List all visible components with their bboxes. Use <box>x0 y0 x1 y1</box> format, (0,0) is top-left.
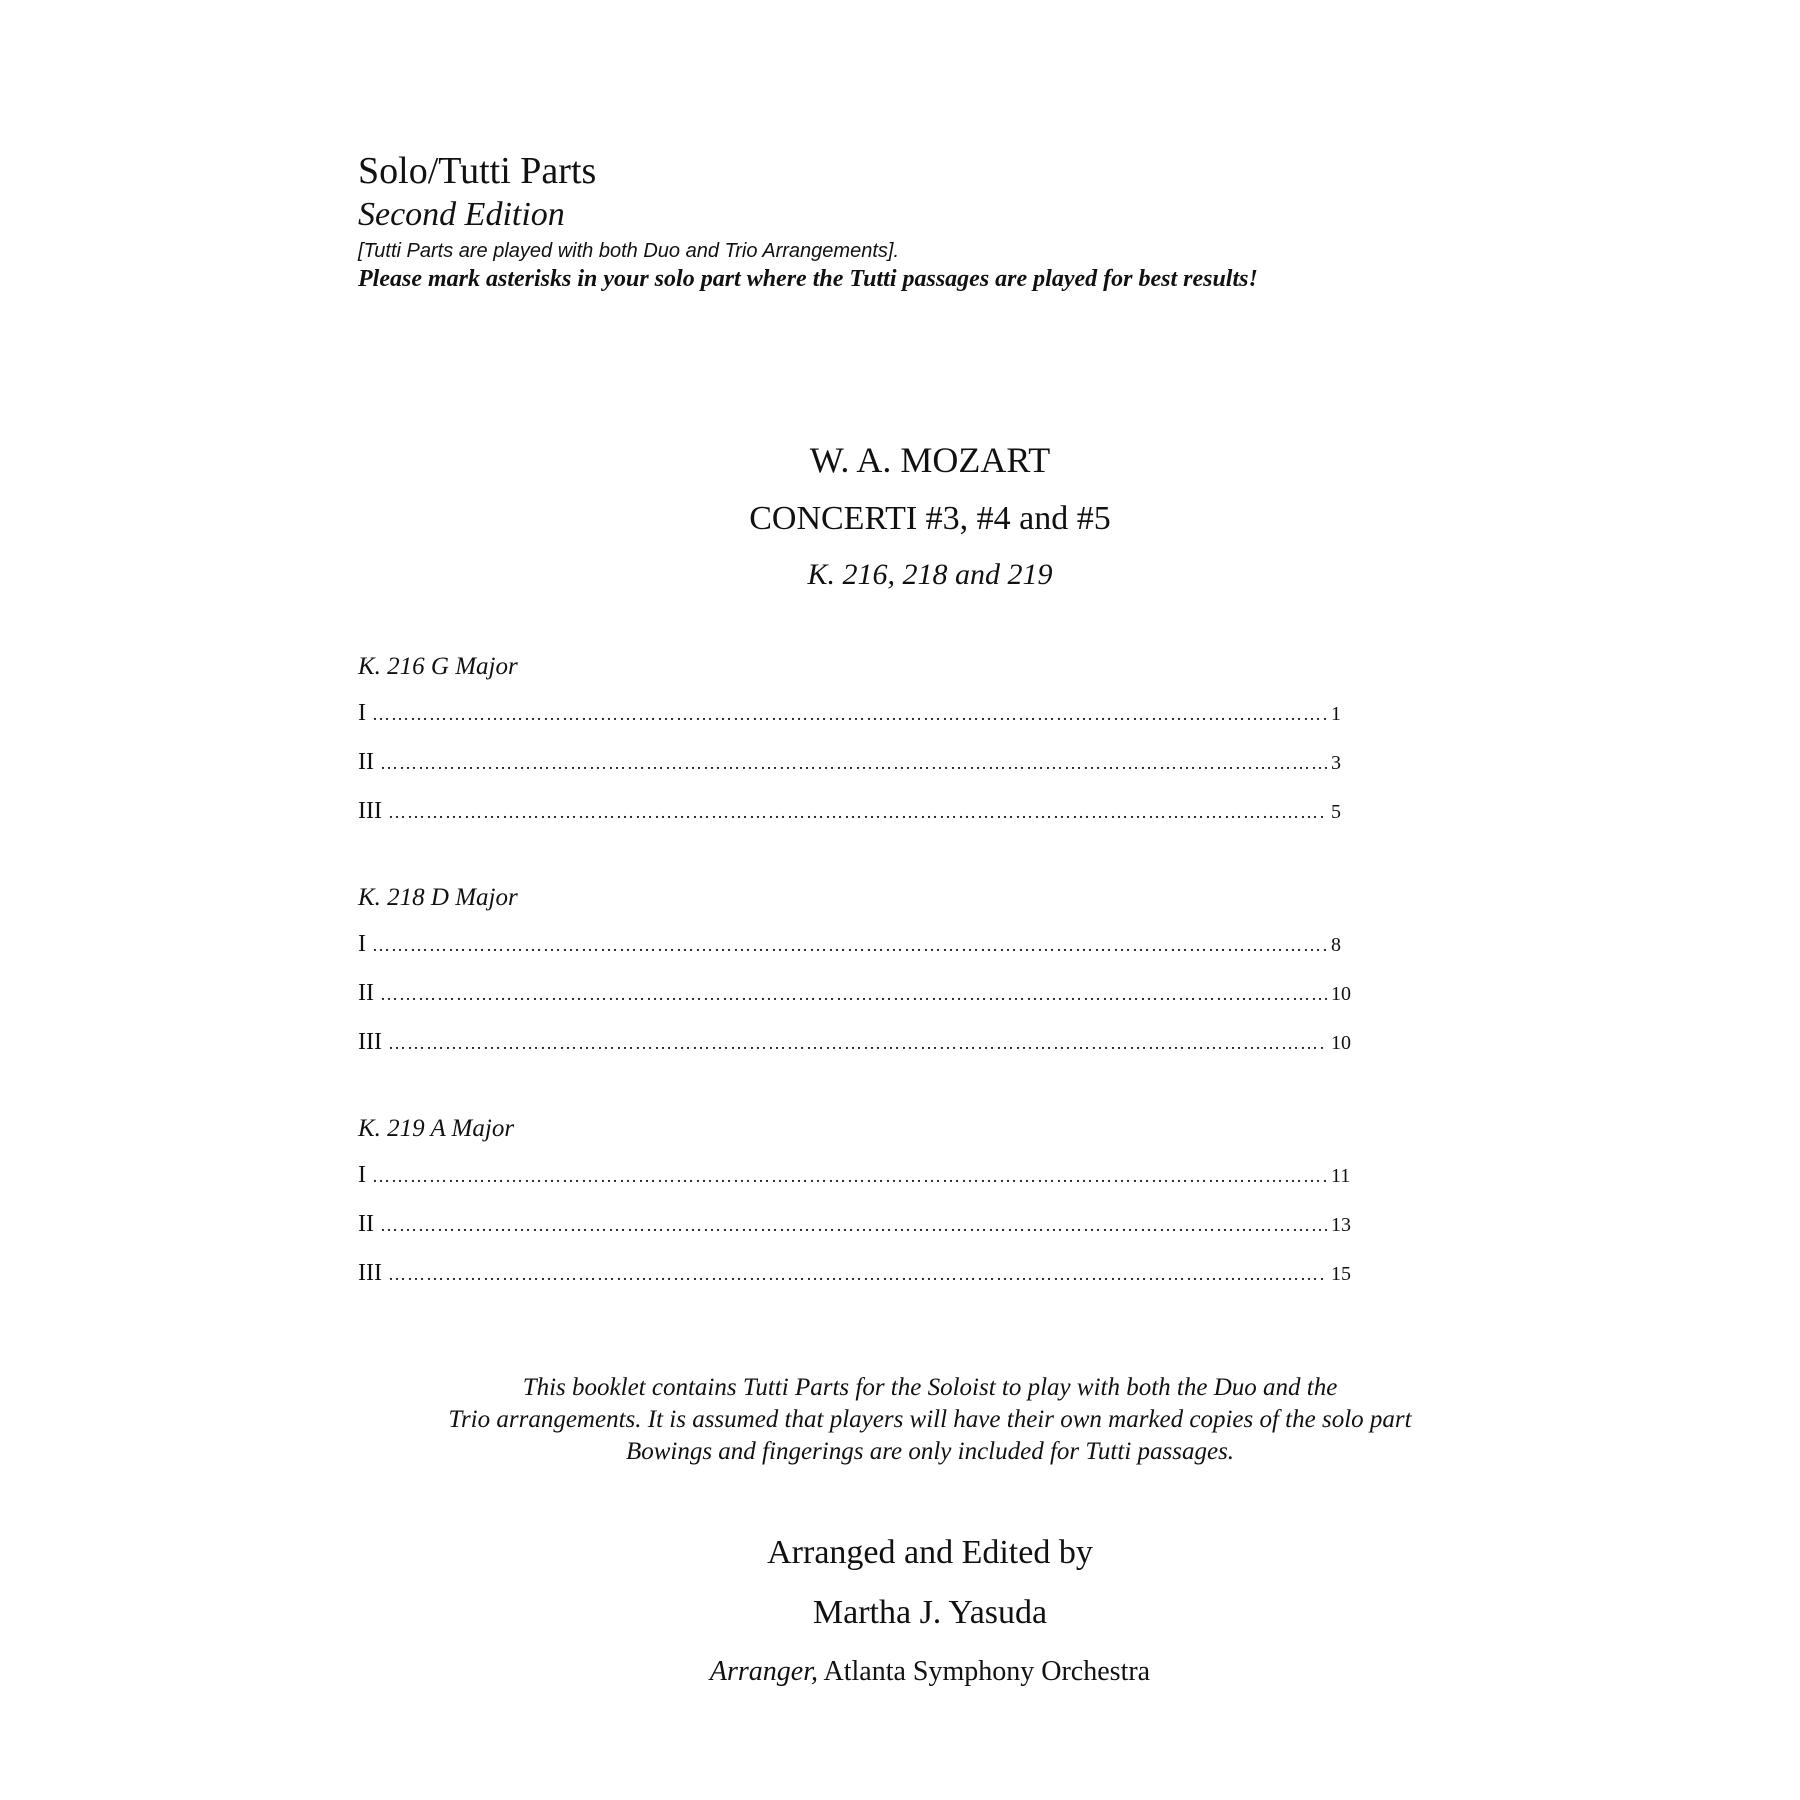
toc-section <box>358 1112 1358 1288</box>
toc-page-number: 3 <box>1331 752 1341 774</box>
composer-name: W. A. MOZART <box>809 440 1051 480</box>
toc-row <box>358 698 1353 728</box>
toc-movement: II <box>358 749 374 775</box>
toc-page-number: 8 <box>1331 934 1341 956</box>
toc-leader-dots <box>372 699 1327 729</box>
toc-row <box>358 1258 1353 1288</box>
toc-page-number: 13 <box>1331 1214 1351 1236</box>
toc-leader-dots <box>372 1161 1327 1191</box>
toc-movement: II <box>358 1211 374 1237</box>
toc-leader-dots <box>388 797 1327 827</box>
toc-section <box>358 881 1358 1057</box>
arranger-name: Martha J. Yasuda <box>812 1594 1048 1631</box>
toc-leader-dots <box>388 1028 1327 1058</box>
toc-row <box>358 929 1353 959</box>
toc-movement: III <box>358 1029 382 1055</box>
header-block <box>358 148 1458 294</box>
toc-leader-dots <box>388 1259 1327 1289</box>
concerti-title: CONCERTI #3, #4 and #5 <box>749 500 1111 537</box>
edition-label: Second Edition <box>358 196 565 233</box>
toc-row <box>358 796 1353 826</box>
toc-section-heading: K. 219 A Major <box>358 1115 515 1142</box>
toc-page-number: 5 <box>1331 801 1341 823</box>
booklet-description <box>0 1372 1800 1468</box>
toc-leader-dots <box>380 1210 1327 1240</box>
tutti-note: [Tutti Parts are played with both Duo and Trio Arrangements]. <box>358 240 899 262</box>
toc-page-number: 11 <box>1331 1165 1351 1187</box>
toc-section <box>358 650 1358 826</box>
toc-row <box>358 1027 1353 1057</box>
arranger-organization: Atlanta Symphony Orchestra <box>823 1656 1151 1687</box>
toc-leader-dots <box>380 748 1327 778</box>
toc-movement: III <box>358 1260 382 1286</box>
toc-movement: II <box>358 980 374 1006</box>
toc-movement: I <box>358 931 366 957</box>
table-of-contents <box>358 650 1358 1343</box>
arranged-by-label: Arranged and Edited by <box>767 1534 1093 1571</box>
k-numbers: K. 216, 218 and 219 <box>807 558 1053 591</box>
toc-movement: I <box>358 700 366 726</box>
toc-movement: I <box>358 1162 366 1188</box>
document-title: Solo/Tutti Parts <box>358 150 597 192</box>
toc-leader-dots <box>372 930 1327 960</box>
toc-page-number: 1 <box>1331 703 1341 725</box>
toc-row <box>358 1209 1353 1239</box>
toc-page-number: 15 <box>1331 1263 1351 1285</box>
arranger-role-title: Arranger, <box>709 1656 819 1687</box>
toc-section-heading: K. 216 G Major <box>358 653 518 680</box>
arranger-role <box>0 1654 1800 1690</box>
booklet-line: Bowings and fingerings are only included for Tutti passages. <box>625 1438 1235 1465</box>
toc-section-heading: K. 218 D Major <box>358 884 518 911</box>
toc-row <box>358 978 1353 1008</box>
booklet-line: Trio arrangements. It is assumed that players will have their own marked copies of the solo part <box>448 1406 1412 1433</box>
mark-instruction: Please mark asterisks in your solo part where the Tutti passages are played for best results! <box>358 266 1258 292</box>
toc-page-number: 10 <box>1331 1032 1351 1054</box>
toc-movement: III <box>358 798 382 824</box>
toc-page-number: 10 <box>1331 983 1351 1005</box>
booklet-line: This booklet contains Tutti Parts for the Soloist to play with both the Duo and the <box>522 1374 1338 1401</box>
toc-leader-dots <box>380 979 1327 1009</box>
toc-row <box>358 747 1353 777</box>
toc-row <box>358 1160 1353 1190</box>
